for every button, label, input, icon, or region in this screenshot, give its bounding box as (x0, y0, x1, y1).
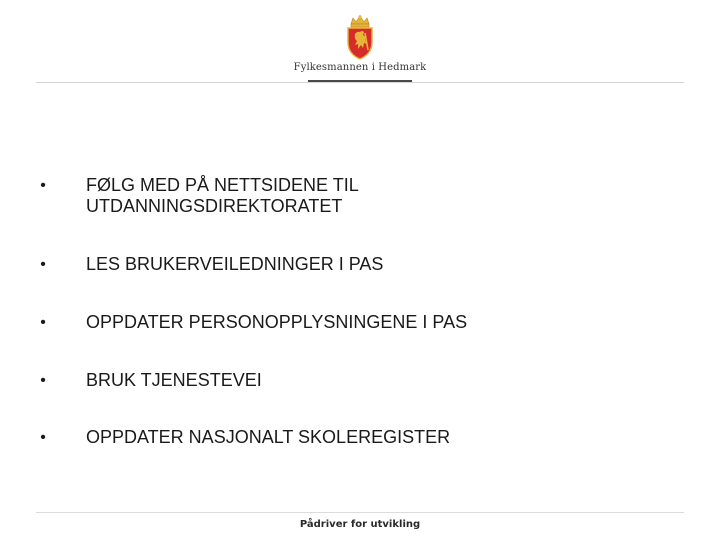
bullet-symbol: • (40, 372, 46, 389)
bullet-symbol: • (40, 177, 46, 194)
bullet-text-line: UTDANNINGSDIREKTORATET (86, 196, 343, 216)
bullet-symbol: • (40, 314, 46, 331)
bullet-text: BRUK TJENESTEVEI (86, 370, 262, 390)
organization-name: Fylkesmannen i Hedmark (293, 62, 427, 73)
bullet-symbol: • (40, 256, 46, 273)
bullet-text: LES BRUKERVEILEDNINGER I PAS (86, 254, 384, 274)
bullet-text: OPPDATER PERSONOPPLYSNINGENE I PAS (86, 312, 468, 332)
bullet-symbol: • (40, 429, 46, 446)
bullet-text (86, 175, 686, 217)
footer-slogan: Pådriver for utvikling (299, 519, 421, 530)
footer-divider (36, 512, 684, 513)
bullet-text-line: FØLG MED PÅ NETTSIDENE TIL (86, 175, 359, 195)
bullet-text: OPPDATER NASJONALT SKOLEREGISTER (86, 427, 451, 447)
